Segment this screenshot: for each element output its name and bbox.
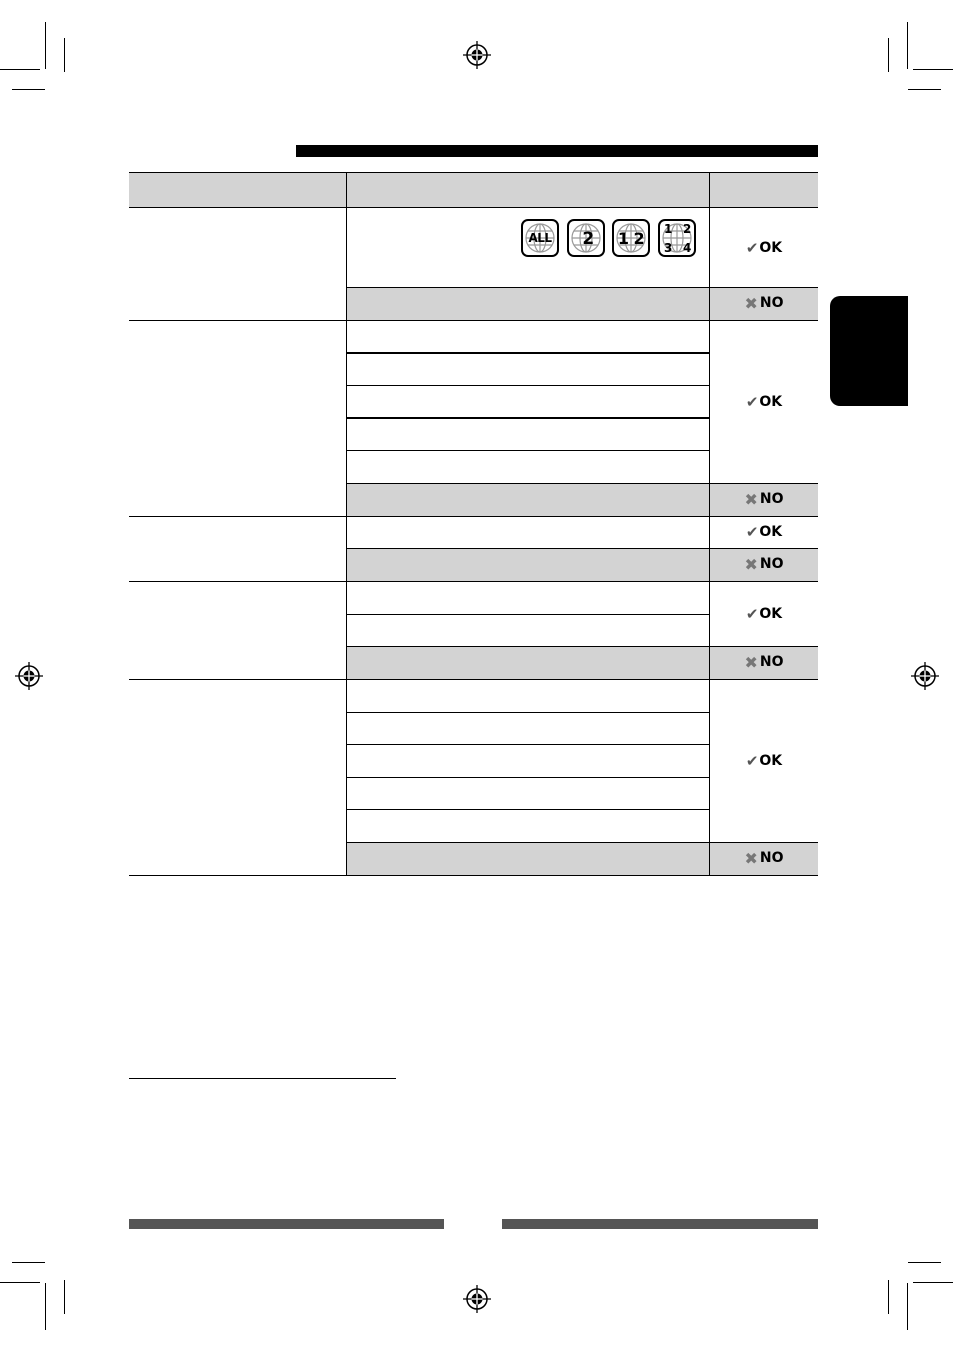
region-label: ALL xyxy=(528,231,552,245)
row-divider xyxy=(129,320,818,321)
row-divider xyxy=(347,646,818,647)
crop-mark xyxy=(45,22,46,69)
crop-mark xyxy=(45,1283,46,1330)
row-divider xyxy=(347,809,709,810)
status-ok-label: OK xyxy=(759,753,783,769)
checkmark-icon: ✔ xyxy=(745,605,759,623)
status-ok-label: OK xyxy=(759,606,783,622)
region-label: 2 xyxy=(683,222,692,236)
row-divider xyxy=(347,483,818,484)
registration-mark-icon xyxy=(463,1285,491,1313)
status-no-label: NO xyxy=(759,654,784,670)
crop-mark xyxy=(908,1262,941,1263)
crop-mark xyxy=(0,69,40,70)
registration-mark-icon xyxy=(911,662,939,690)
status-ok xyxy=(710,604,818,624)
crop-mark xyxy=(888,1280,889,1314)
status-ok-label: OK xyxy=(759,524,783,540)
crop-mark xyxy=(907,1283,908,1330)
cross-icon: ✖ xyxy=(744,293,758,313)
cross-icon: ✖ xyxy=(744,848,758,868)
crop-mark xyxy=(0,1282,40,1283)
status-no-label: NO xyxy=(759,295,784,311)
status-ok-label: OK xyxy=(759,240,783,256)
status-ok xyxy=(710,238,818,258)
row-divider xyxy=(347,385,709,386)
crop-mark xyxy=(64,38,65,72)
crop-mark xyxy=(907,22,908,69)
status-no xyxy=(710,293,818,313)
crop-mark xyxy=(913,1282,953,1283)
status-no-label: NO xyxy=(759,556,784,572)
row-divider xyxy=(347,417,709,419)
region-label: 2 xyxy=(582,229,594,249)
globe-region-all-icon xyxy=(521,219,559,257)
checkmark-icon: ✔ xyxy=(745,393,759,411)
footer-bar-left xyxy=(129,1219,444,1229)
status-no-label: NO xyxy=(759,491,784,507)
checkmark-icon: ✔ xyxy=(745,523,759,541)
globe-region-2-icon xyxy=(567,219,605,257)
row-divider xyxy=(129,875,818,876)
status-ok xyxy=(710,522,818,542)
status-no xyxy=(710,848,818,868)
row-divider xyxy=(347,777,709,778)
checkmark-icon: ✔ xyxy=(745,239,759,257)
table-header-row xyxy=(129,172,818,208)
cross-icon: ✖ xyxy=(744,652,758,672)
region-label: 1 2 xyxy=(617,229,645,248)
row-divider xyxy=(347,352,709,354)
footnote-divider xyxy=(129,1078,396,1079)
globe-region-1-2-3-4-icon xyxy=(658,219,696,257)
status-no-label: NO xyxy=(759,850,784,866)
globe-region-1-2-icon xyxy=(612,219,650,257)
row-divider xyxy=(347,712,709,713)
row-divider xyxy=(347,450,709,451)
row-divider xyxy=(347,744,709,745)
region-label: 3 xyxy=(664,241,673,255)
row-divider xyxy=(129,679,818,680)
language-side-tab xyxy=(830,296,908,406)
registration-mark-icon xyxy=(15,662,43,690)
section-header-bar xyxy=(296,145,818,157)
cross-icon: ✖ xyxy=(744,554,758,574)
row-divider xyxy=(129,516,818,517)
row-divider xyxy=(347,842,818,843)
registration-mark-icon xyxy=(463,41,491,69)
column-divider xyxy=(346,172,347,875)
checkmark-icon: ✔ xyxy=(745,752,759,770)
region-label: 1 xyxy=(664,222,673,236)
row-divider xyxy=(129,581,818,582)
cross-icon: ✖ xyxy=(744,489,758,509)
row-divider xyxy=(347,548,818,549)
status-ok-label: OK xyxy=(759,394,783,410)
region-label: 4 xyxy=(683,241,692,255)
crop-mark xyxy=(12,89,45,90)
crop-mark xyxy=(64,1280,65,1314)
crop-mark xyxy=(908,89,941,90)
status-no xyxy=(710,652,818,672)
status-ok xyxy=(710,392,818,412)
row-divider xyxy=(347,614,709,615)
crop-mark xyxy=(888,38,889,72)
crop-mark xyxy=(12,1262,45,1263)
footer-bar-right xyxy=(502,1219,818,1229)
row-divider xyxy=(347,287,818,288)
status-no xyxy=(710,489,818,509)
status-no xyxy=(710,554,818,574)
crop-mark xyxy=(913,69,953,70)
status-ok xyxy=(710,751,818,771)
